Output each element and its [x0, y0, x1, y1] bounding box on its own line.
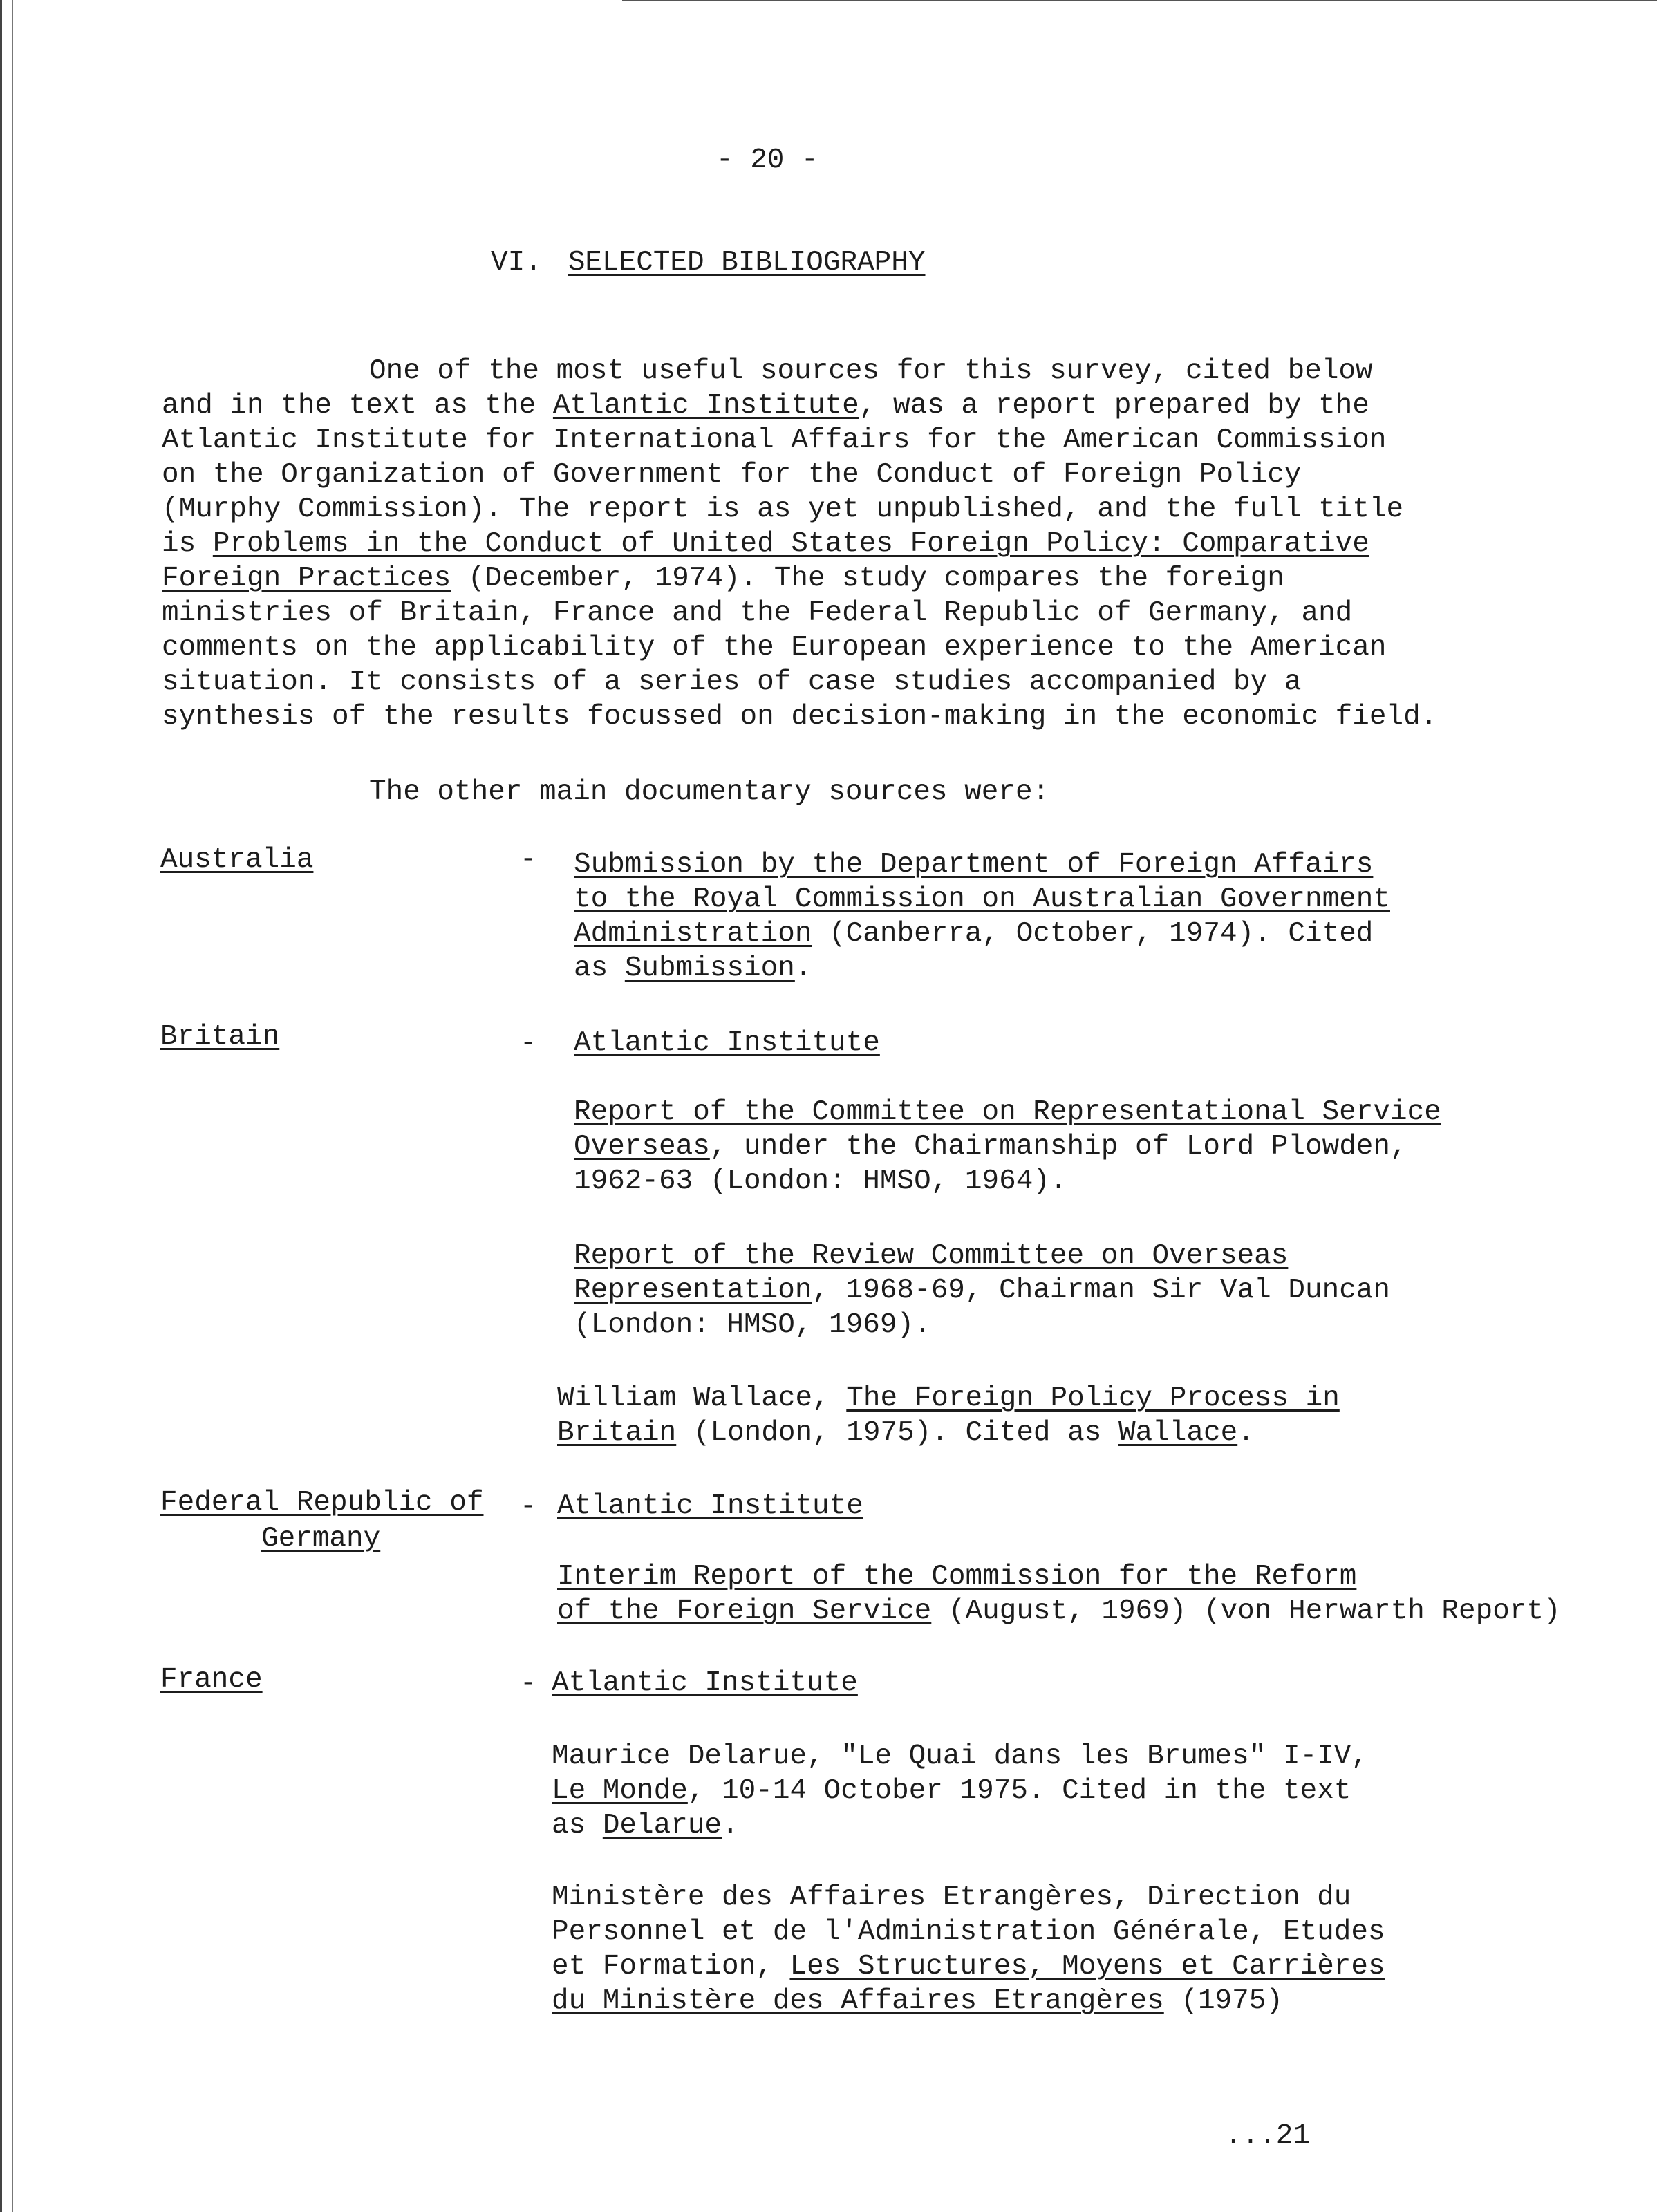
text-segment: et Formation, [552, 1951, 790, 1983]
bib-entry [574, 1095, 1441, 1199]
text-line [552, 1808, 1368, 1843]
text-segment: on the Organization of Government for the Conduct of Foreign Policy [162, 459, 1302, 491]
underlined-title: Report of the Committee on Representational Service [574, 1096, 1441, 1128]
text-line [574, 1273, 1390, 1308]
underlined-title: The Foreign Policy Process in [846, 1382, 1340, 1414]
underlined-title: Representation [574, 1275, 812, 1306]
country-label-france: France [160, 1664, 263, 1696]
text-line [162, 665, 1448, 700]
text-line [557, 1489, 863, 1524]
text-segment: as [574, 953, 625, 984]
underlined-title: Submission [624, 953, 795, 984]
underlined-title: Administration [574, 918, 812, 950]
text-line [574, 1308, 1390, 1342]
text-line [574, 917, 1390, 951]
country-label-australia: Australia [160, 844, 314, 876]
text-segment: , was a report prepared by the [859, 390, 1369, 422]
text-line [557, 1381, 1340, 1416]
continued-marker: ...21 [1225, 2120, 1311, 2152]
text-segment: (Murphy Commission). The report is as yet unpublished, and the full title [162, 494, 1404, 525]
text-segment: William Wallace, [557, 1382, 847, 1414]
text-segment: Atlantic Institute for International Affairs for the American Commission [162, 424, 1387, 456]
text-segment: (London: HMSO, 1969). [574, 1309, 931, 1341]
text-line [574, 1095, 1441, 1130]
country-label-germany: Federal Republic of Germany [160, 1487, 484, 1555]
text-line [162, 700, 1448, 734]
scan-left-edge [0, 0, 30, 2212]
text-segment: ministries of Britain, France and the Federal Republic of Germany, and [162, 597, 1353, 629]
underlined-title: to the Royal Commission on Australian Government [574, 883, 1390, 915]
text-line [552, 1915, 1385, 1949]
text-segment: . [722, 1810, 739, 1841]
bib-entry [552, 1880, 1385, 2018]
text-line [552, 1984, 1385, 2018]
underlined-title: Submission by the Department of Foreign Affairs [574, 849, 1374, 881]
underlined-title: Interim Report of the Commission for the Reform [557, 1561, 1357, 1593]
text-segment: (1975) [1163, 1985, 1283, 2017]
text-segment: , 10-14 October 1975. Cited in the text [687, 1775, 1351, 1807]
page-number: - 20 - [716, 144, 818, 176]
text-segment: Maurice Delarue, "Le Quai dans les Brumes" I-IV, [552, 1741, 1368, 1772]
underlined-title: Wallace [1118, 1417, 1238, 1449]
text-line [574, 1239, 1390, 1273]
entry-dash: - [520, 844, 537, 876]
text-segment: (August, 1969) (von Herwarth Report) [931, 1595, 1561, 1627]
underlined-title: Problems in the Conduct of United States Foreign Policy: Comparative [212, 528, 1369, 560]
bib-entry [557, 1559, 1561, 1629]
underlined-title: Les Structures, Moyens et Carrières [789, 1951, 1385, 1983]
other-sources-intro: The other main documentary sources were: [369, 776, 1050, 808]
section-number: VI. [491, 247, 542, 279]
bib-entry [574, 1026, 880, 1060]
text-segment: Ministère des Affaires Etrangères, Direction du [552, 1882, 1351, 1913]
text-line [162, 458, 1448, 492]
text-segment: and in the text as the [162, 390, 553, 422]
country-label-britain: Britain [160, 1021, 280, 1053]
text-line [574, 1130, 1441, 1164]
text-segment: Personnel et de l'Administration Générale, Etudes [552, 1916, 1385, 1948]
intro-paragraph [162, 354, 1448, 734]
section-title: SELECTED BIBLIOGRAPHY [568, 247, 926, 279]
text-line [162, 527, 1448, 561]
text-line [552, 1739, 1368, 1774]
text-line [552, 1880, 1385, 1915]
bib-entry [574, 847, 1390, 986]
text-line [162, 492, 1448, 527]
text-line [557, 1416, 1340, 1450]
underlined-title: Atlantic Institute [552, 1667, 858, 1699]
entry-dash: - [520, 1028, 537, 1060]
text-line [574, 1026, 880, 1060]
text-segment: synthesis of the results focussed on decision-making in the economic field. [162, 701, 1438, 733]
text-segment: comments on the applicability of the European experience to the American [162, 632, 1387, 664]
text-segment: , under the Chairmanship of Lord Plowden, [709, 1131, 1407, 1163]
text-line [574, 847, 1390, 882]
underlined-title: Atlantic Institute [574, 1027, 880, 1059]
text-line [552, 1949, 1385, 1984]
text-line [552, 1666, 858, 1700]
bib-entry [557, 1489, 863, 1524]
entry-dash: - [520, 1491, 537, 1523]
underlined-title: Le Monde [552, 1775, 688, 1807]
underlined-title: Overseas [574, 1131, 710, 1163]
text-line [162, 354, 1448, 388]
bib-entry [552, 1666, 858, 1700]
text-line [557, 1594, 1561, 1629]
text-segment: is [162, 528, 213, 560]
text-segment: as [552, 1810, 603, 1841]
text-line [574, 951, 1390, 986]
text-segment: . [794, 953, 812, 984]
bib-entry [557, 1381, 1340, 1450]
text-line [162, 388, 1448, 423]
section-heading [491, 245, 926, 281]
underlined-title: du Ministère des Affaires Etrangères [552, 1985, 1164, 2017]
bib-entry [574, 1239, 1390, 1342]
text-line [162, 596, 1448, 630]
text-segment: , 1968-69, Chairman Sir Val Duncan [812, 1275, 1391, 1306]
text-line [162, 423, 1448, 458]
underlined-title: Britain [557, 1417, 677, 1449]
text-segment: (December, 1974). The study compares the foreign [451, 563, 1284, 594]
text-segment: (Canberra, October, 1974). Cited [812, 918, 1374, 950]
text-line [574, 882, 1390, 917]
underlined-title: Delarue [602, 1810, 722, 1841]
text-line [552, 1774, 1368, 1808]
text-segment: . [1237, 1417, 1255, 1449]
text-line [574, 1164, 1441, 1199]
text-segment: One of the most useful sources for this survey, cited below [369, 355, 1373, 387]
underlined-title: Atlantic Institute [552, 390, 859, 422]
underlined-title: Foreign Practices [162, 563, 451, 594]
entry-dash: - [520, 1668, 537, 1700]
scan-top-edge [622, 0, 1657, 1]
text-segment: situation. It consists of a series of case studies accompanied by a [162, 666, 1302, 698]
text-line [162, 630, 1448, 665]
underlined-title: Atlantic Institute [557, 1490, 863, 1522]
text-segment: 1962-63 (London: HMSO, 1964). [574, 1165, 1067, 1197]
bib-entry [552, 1739, 1368, 1843]
underlined-title: Report of the Review Committee on Overseas [574, 1240, 1289, 1272]
text-line [162, 561, 1448, 596]
underlined-title: of the Foreign Service [557, 1595, 932, 1627]
text-segment: (London, 1975). Cited as [676, 1417, 1118, 1449]
text-line [557, 1559, 1561, 1594]
